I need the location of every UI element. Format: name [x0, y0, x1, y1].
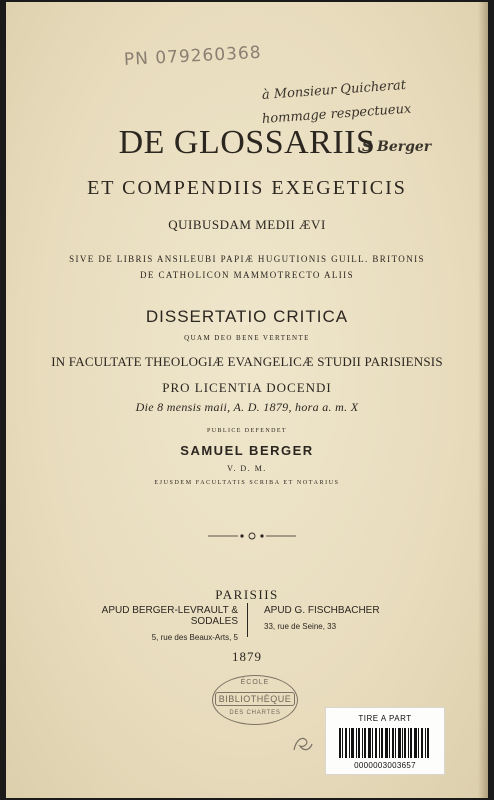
dissertation-heading: DISSERTATIO CRITICA — [145, 307, 349, 326]
author-name: SAMUEL BERGER — [180, 443, 314, 458]
publisher-right — [264, 605, 404, 631]
barcode-icon — [339, 728, 431, 758]
main-title: DE GLOSSARIIS — [118, 124, 376, 161]
publication-year: 1879 — [232, 649, 262, 664]
label-title: TIRE A PART — [358, 714, 412, 723]
licentia-line: PRO LICENTIA DOCENDI — [162, 380, 332, 395]
subtitle: ET COMPENDIIS EXEGETICIS — [87, 177, 407, 199]
publisher-left — [76, 605, 238, 642]
defense-date: Die 8 mensis maii, A. D. 1879, hora a. m. X — [135, 400, 359, 414]
ornament-divider — [208, 531, 296, 541]
author-role: EJUSDEM FACULTATIS SCRIBA ET NOTARIUS — [154, 480, 340, 486]
subtitle-medii-aevi: QUIBUSDAM MEDII ÆVI — [168, 217, 326, 232]
document-page — [6, 2, 488, 798]
publice-defendet: PUBLICE DEFENDET — [207, 428, 287, 434]
description-line-1: SIVE DE LIBRIS ANSILEUBI PAPIÆ HUGUTIONIS GUILL. BRITONIS — [69, 254, 425, 264]
invocation-line: QUAM DEO BENE VERTENTE — [184, 334, 310, 342]
label-barcode-number: 0000003003657 — [354, 761, 416, 770]
publisher-right-name: APUD G. FISCHBACHER — [264, 605, 380, 616]
library-stamp — [212, 675, 298, 725]
stamp-middle-text: BIBLIOTHÈQUE — [215, 692, 295, 706]
stamp-bottom-text: DES CHARTES — [229, 710, 281, 716]
author-credential: V. D. M. — [227, 464, 267, 473]
imprint-city: PARISIIS — [215, 587, 279, 602]
faculty-line: IN FACULTATE THEOLOGIÆ EVANGELICÆ STUDII PARISIENSIS — [51, 354, 443, 369]
publisher-left-address: 5, rue des Beaux-Arts, 5 — [151, 633, 238, 642]
handwritten-signature: S Berger — [362, 139, 432, 155]
handwritten-dedication-line-1: à Monsieur Quicherat — [261, 77, 407, 103]
publisher-right-address: 33, rue de Seine, 33 — [264, 622, 337, 631]
handwritten-dedication-line-2: hommage respectueux — [261, 101, 412, 127]
description-line-2: DE CATHOLICON MAMMOTRECTO ALIIS — [140, 270, 354, 280]
stamp-top-text: ÉCOLE — [240, 679, 270, 686]
pencil-mark-icon — [290, 730, 316, 756]
publisher-divider — [247, 603, 248, 637]
publisher-left-name: APUD BERGER-LEVRAULT & SODALES — [101, 605, 238, 627]
barcode-label — [326, 708, 444, 774]
shelfmark: PN 079260368 — [123, 42, 263, 70]
